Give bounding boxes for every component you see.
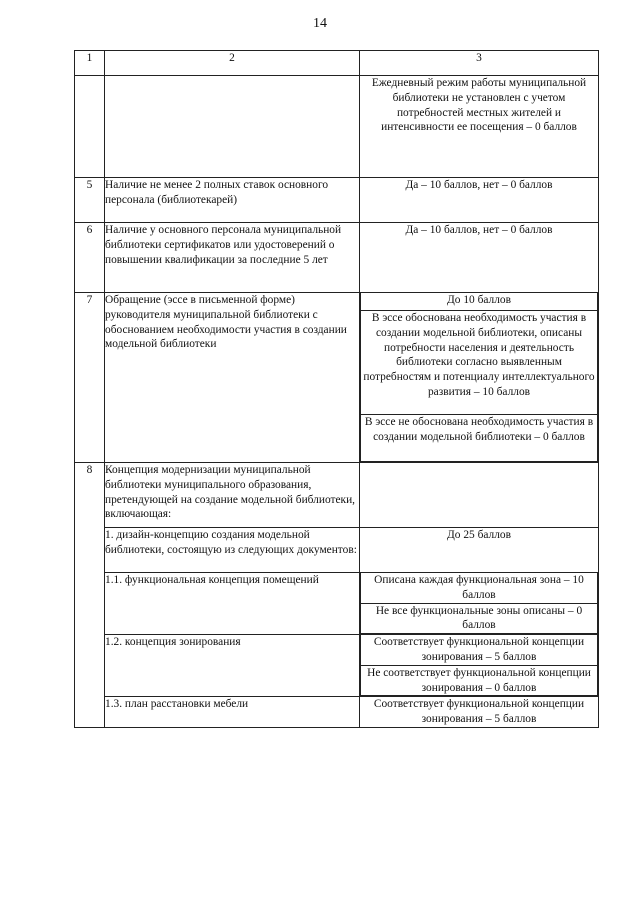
score-cell: Не все функциональные зоны описаны – 0 баллов bbox=[361, 603, 598, 634]
row-number: 7 bbox=[75, 293, 105, 463]
table-row bbox=[75, 223, 599, 293]
header-col-1: 1 bbox=[75, 51, 105, 76]
table-header-row bbox=[75, 51, 599, 76]
table-row bbox=[75, 76, 599, 178]
row-number: 5 bbox=[75, 178, 105, 223]
score-cell-group bbox=[360, 293, 599, 463]
score-cell: До 10 баллов bbox=[361, 293, 598, 311]
criterion-cell: Концепция модернизации муниципальной библиотеки муниципального образования, претендующей на создание модельной библиотеки, включающая: bbox=[105, 463, 360, 528]
row-number: 6 bbox=[75, 223, 105, 293]
score-cell: До 25 баллов bbox=[360, 528, 599, 573]
criteria-table bbox=[74, 50, 599, 728]
table-row bbox=[75, 178, 599, 223]
score-cell: Да – 10 баллов, нет – 0 баллов bbox=[360, 178, 599, 223]
criterion-cell: Наличие у основного персонала муниципальной библиотеки сертификатов или удостоверений о повышении квалификации за последние 5 лет bbox=[105, 223, 360, 293]
score-cell: В эссе обоснована необходимость участия в создании модельной библиотеки, описаны потребности населения и деятельность библиотеки согласно выявленным потребностям и потенциалу интеллектуального развития – 10 баллов bbox=[361, 311, 598, 415]
criterion-cell bbox=[105, 76, 360, 178]
table-row bbox=[75, 697, 599, 728]
table-row bbox=[75, 573, 599, 635]
score-cell: Соответствует функциональной концепции зонирования – 5 баллов bbox=[360, 697, 599, 728]
score-cell: Да – 10 баллов, нет – 0 баллов bbox=[360, 223, 599, 293]
criterion-cell: 1.2. концепция зонирования bbox=[105, 635, 360, 697]
score-cell: Описана каждая функциональная зона – 10 баллов bbox=[361, 573, 598, 603]
table-row bbox=[75, 293, 599, 463]
criterion-cell: 1.3. план расстановки мебели bbox=[105, 697, 360, 728]
header-col-3: 3 bbox=[360, 51, 599, 76]
score-cell: Соответствует функциональной концепции зонирования – 5 баллов bbox=[361, 635, 598, 665]
score-cell: Ежедневный режим работы муниципальной библиотеки не установлен с учетом потребностей местных жителей и интенсивности ее посещения – 0 баллов bbox=[360, 76, 599, 178]
criterion-cell: Наличие не менее 2 полных ставок основного персонала (библиотекарей) bbox=[105, 178, 360, 223]
table-row bbox=[75, 528, 599, 573]
criterion-cell: 1.1. функциональная концепция помещений bbox=[105, 573, 360, 635]
score-cell-group bbox=[360, 635, 599, 697]
header-col-2: 2 bbox=[105, 51, 360, 76]
table-row bbox=[75, 635, 599, 697]
score-cell: Не соответствует функциональной концепции зонирования – 0 баллов bbox=[361, 665, 598, 696]
score-cell-group bbox=[360, 573, 599, 635]
row-number bbox=[75, 76, 105, 178]
score-cell bbox=[360, 463, 599, 528]
table-row bbox=[75, 463, 599, 528]
criterion-cell: Обращение (эссе в письменной форме) руководителя муниципальной библиотеки с обоснованием необходимости участия в создании модельной библиотеки bbox=[105, 293, 360, 463]
row-number: 8 bbox=[75, 463, 105, 728]
page-number: 14 bbox=[313, 16, 327, 31]
criterion-cell: 1. дизайн-концепцию создания модельной библиотеки, состоящую из следующих документов: bbox=[105, 528, 360, 573]
score-cell: В эссе не обоснована необходимость участия в создании модельной библиотеки – 0 баллов bbox=[361, 415, 598, 462]
